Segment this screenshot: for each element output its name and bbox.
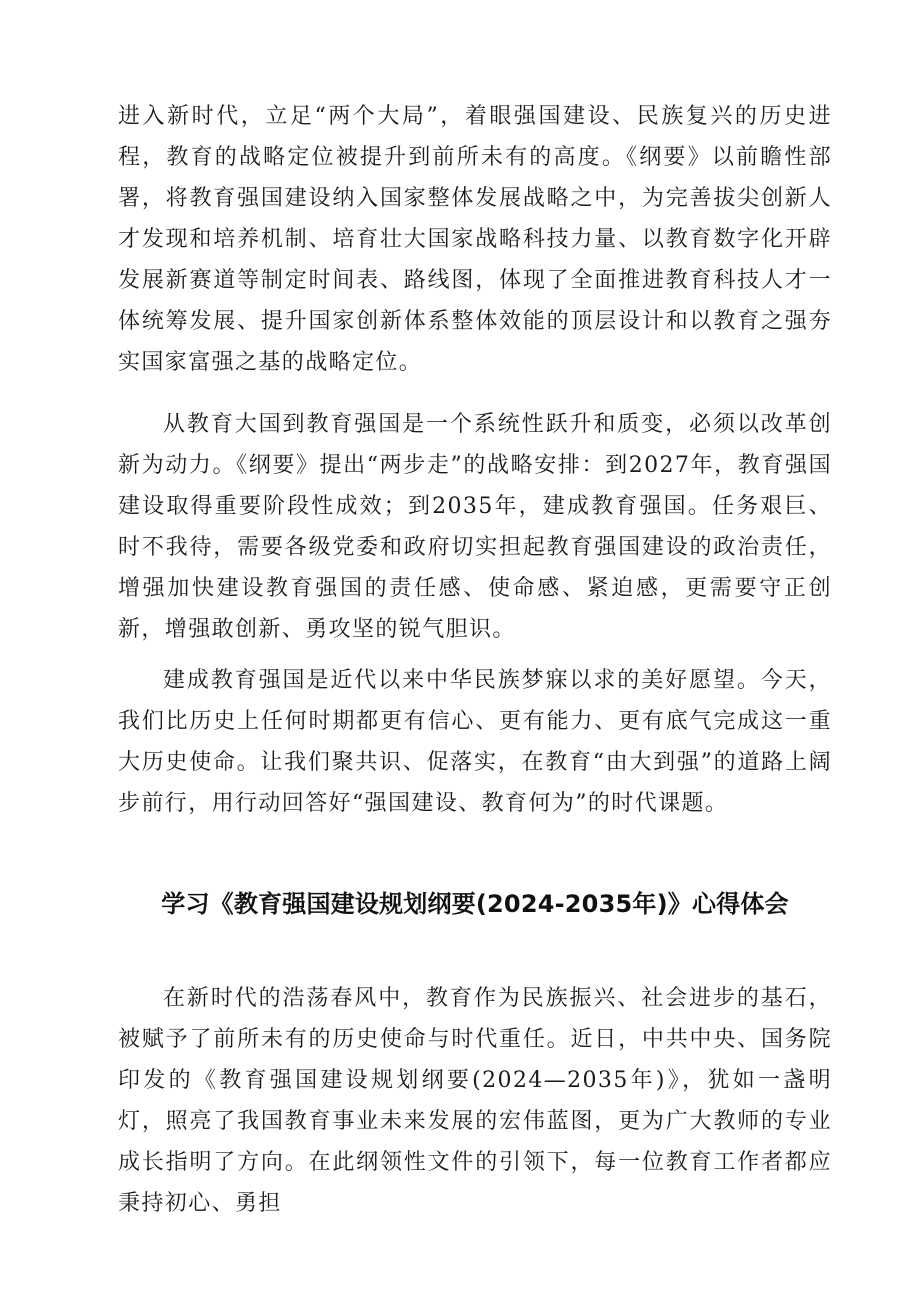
section-title: 学习《教育强国建设规划纲要(2024-2035年)》心得体会 bbox=[161, 890, 789, 918]
body-paragraph: 建成教育强国是近代以来中华民族梦寐以求的美好愿望。今天，我们比历史上任何时期都更有信心、更有能力、更有底气完成这一重大历史使命。让我们聚共识、促落实，在教育“由大到强”的道路上阔步前行，用行动回答好“强国建设、教育何为”的时代课题。 bbox=[118, 668, 832, 816]
body-paragraph: 从教育大国到教育强国是一个系统性跃升和质变，必须以改革创新为动力。《纲要》提出“两步走”的战略安排：到2027年，教育强国建设取得重要阶段性成效；到2035年，建成教育强国。任务艰巨、时不我待，需要各级党委和政府切实担起教育强国建设的政治责任，增强加快建设教育强国的责任感、使命感、紧迫感，更需要守正创新，增强敢创新、勇攻坚的锐气胆识。 bbox=[118, 412, 832, 642]
body-paragraph: 在新时代的浩荡春风中，教育作为民族振兴、社会进步的基石，被赋予了前所未有的历史使命与时代重任。近日，中共中央、国务院印发的《教育强国建设规划纲要(2024—2035年)》，犹如一盏明灯，照亮了我国教育事业未来发展的宏伟蓝图，更为广大教师的专业成长指明了方向。在此纲领性文件的引领下，每一位教育工作者都应秉持初心、勇担 bbox=[118, 986, 832, 1216]
body-paragraph: 进入新时代，立足“两个大局”，着眼强国建设、民族复兴的历史进程，教育的战略定位被提升到前所未有的高度。《纲要》以前瞻性部署，将教育强国建设纳入国家整体发展战略之中，为完善拔尖创新人才发现和培养机制、培育壮大国家战略科技力量、以教育数字化开辟发展新赛道等制定时间表、路线图，体现了全面推进教育科技人才一体统筹发展、提升国家创新体系整体效能的顶层设计和以教育之强夯实国家富强之基的战略定位。 bbox=[118, 104, 832, 375]
